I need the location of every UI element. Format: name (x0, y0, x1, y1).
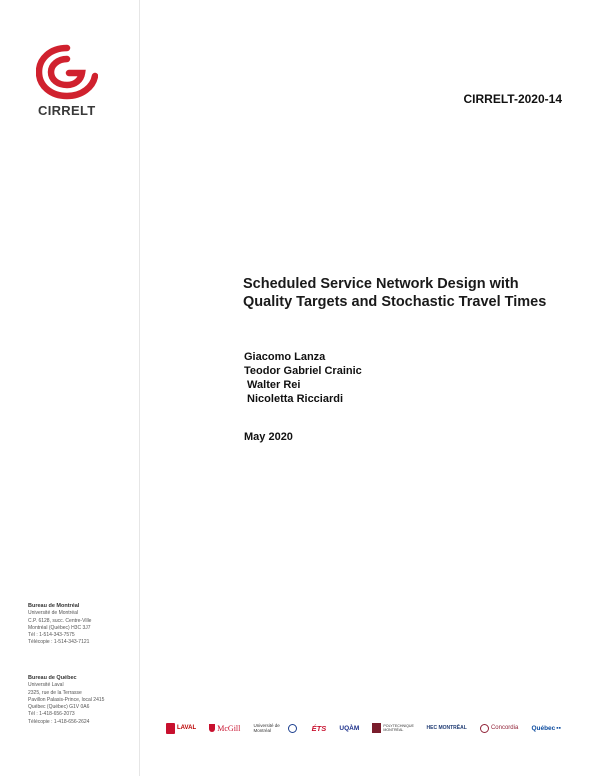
office-line: C.P. 6128, succ. Centre-Ville (28, 617, 92, 624)
partner-label: POLYTECHNIQUE MONTRÉAL (383, 724, 414, 732)
office-line: Télécopie : 1-418-656-2624 (28, 718, 90, 725)
laval-shield-icon (166, 723, 175, 734)
partner-label: LAVAL (177, 725, 197, 731)
partner-concordia-logo (480, 724, 518, 733)
office-line: Université Laval (28, 682, 64, 689)
report-number: CIRRELT-2020-14 (463, 92, 562, 106)
publication-date: May 2020 (244, 431, 293, 443)
author: Teodor Gabriel Crainic (244, 365, 362, 377)
partner-logos (166, 719, 561, 737)
partner-label: HEC MONTRĒAL (426, 725, 467, 731)
office-line: 2325, rue de la Terrasse (28, 689, 82, 696)
polytechnique-emblem-icon (372, 723, 381, 733)
partner-polytechnique-logo (372, 723, 413, 733)
mcgill-shield-icon (209, 724, 215, 732)
partner-label: McGill (217, 723, 241, 733)
office-heading: Bureau de Montréal (28, 603, 80, 609)
author-list (244, 350, 362, 406)
office-montreal (28, 603, 91, 647)
author: Nicoletta Ricciardi (244, 393, 344, 405)
office-heading: Bureau de Québec (28, 675, 77, 681)
partner-mcgill-logo (209, 724, 240, 733)
partner-label: UQÀM (339, 724, 360, 732)
office-line: Montréal (Québec) H3C 3J7 (28, 624, 91, 631)
partner-label: Québec (531, 724, 556, 732)
sidebar-divider (139, 0, 140, 776)
author: Walter Rei (244, 379, 301, 391)
office-line: Université de Montréal (28, 610, 79, 617)
fleur-de-lis-icon: ▪▪ (556, 724, 561, 732)
partner-hec-logo (427, 725, 467, 731)
partner-laval-logo (166, 723, 196, 734)
udem-seal-icon (288, 724, 297, 733)
partner-quebec-logo (531, 725, 560, 732)
office-quebec (28, 675, 104, 726)
office-line: Télécopie : 1-514-343-7121 (28, 639, 90, 646)
office-line: Pavillon Palasis-Prince, local 2415 (28, 696, 105, 703)
concordia-ring-icon (480, 724, 489, 733)
partner-label: Concordia (490, 725, 519, 731)
partner-udem-logo (254, 723, 299, 733)
office-line: Tél : 1-514-343-7575 (28, 632, 75, 639)
author: Giacomo Lanza (244, 351, 326, 363)
document-title: Scheduled Service Network Design with Quality Targets and Stochastic Travel Times (243, 276, 547, 310)
office-line: Tél : 1-418-656-2073 (28, 711, 75, 718)
cirrelt-swirl-icon (36, 44, 98, 100)
partner-ets-logo (312, 724, 327, 733)
partner-label: ÉTS (311, 723, 327, 733)
partner-uqam-logo (339, 725, 359, 732)
cirrelt-logo (36, 44, 98, 100)
partner-label: Université de Montréal (253, 723, 280, 733)
logo-wordmark: CIRRELT (38, 103, 96, 118)
office-line: Québec (Québec) G1V 0A6 (28, 704, 90, 711)
